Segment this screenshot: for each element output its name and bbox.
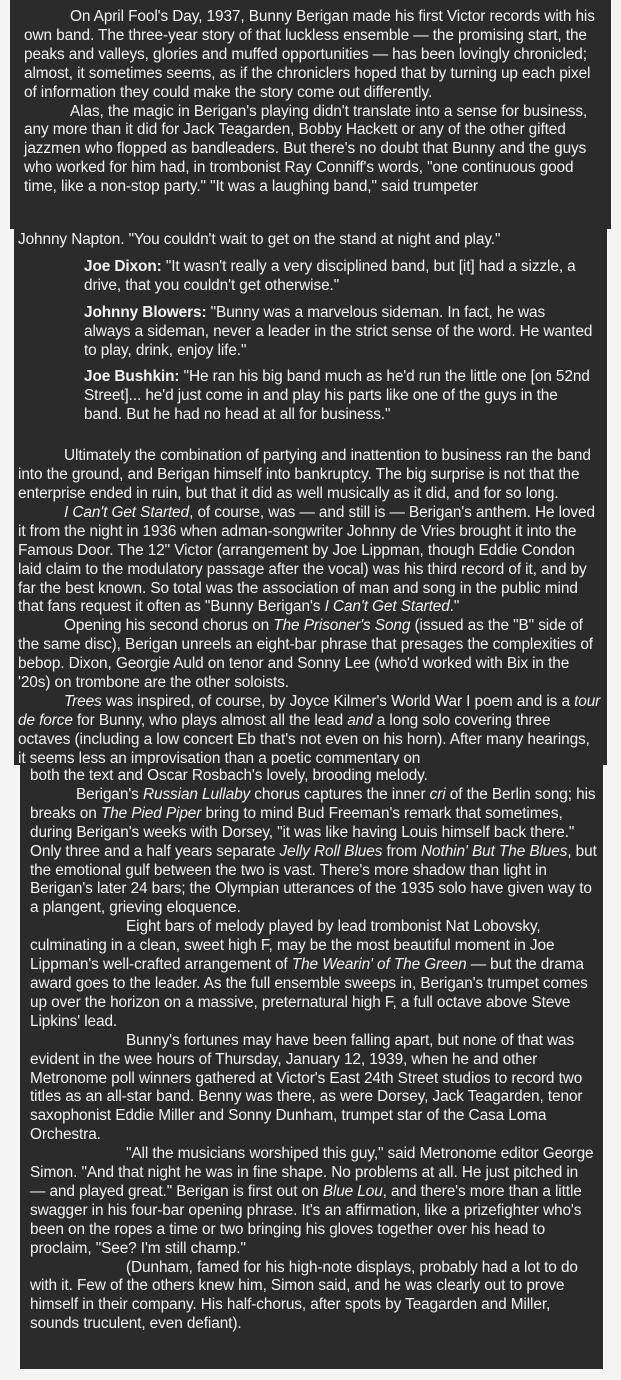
- quote-text: "He ran his big band much as he'd run the little one [on 52nd Street]... he'd just come in and play his parts like one of the guys in the band. But he had no head at all for business.": [84, 368, 590, 424]
- song-title: Nothin' But The Blues: [421, 842, 568, 860]
- song-title: Russian Lullaby: [142, 785, 251, 803]
- quote-blowers: [84, 304, 593, 361]
- paragraph: Trees was inspired, of course, by Joyce Kilmer's World War I poem and is a tour de force for Bunny, who plays almost all the lead and a long solo covering three octaves (including a low concert Eb that's not even on his horn). After many hearings, it seems less an improvisation than a poetic commentary on: [18, 692, 601, 765]
- quote-text: "It wasn't really a very disciplined band, but [it] had a sizzle, a drive, that you couldn't get otherwise.": [84, 257, 576, 294]
- quote-dixon: [84, 258, 593, 296]
- quote-bushkin: [84, 368, 593, 425]
- paragraph: Ultimately the combination of partying and inattention to business ran the band into the ground, and Berigan himself into bankruptcy. The big surprise is not that the enterprise ended in ruin, but that it did as well musically as it did, and for so long.: [18, 447, 591, 502]
- quote-speaker: Johnny Blowers:: [84, 303, 207, 321]
- article-strip-1: [10, 0, 611, 229]
- song-title: The Prisoner's Song: [273, 617, 411, 635]
- paragraph: Johnny Napton. "You couldn't wait to get on the stand at night and play.": [18, 231, 501, 248]
- paragraph: (Dunham, famed for his high-note displays, probably had a lot to do with it. Few of the others knew him, Simon said, and he was clearly out to prove himself in their company. His half-chorus, after spots by Teagarden and Miller, sounds truculent, even defiant).: [30, 1258, 578, 1333]
- song-title: I Can't Get Started: [324, 598, 450, 616]
- paragraph: I Can't Get Started, of course, was — and still is — Berigan's anthem. He loved it from the night in 1936 when adman-songwriter Johnny de Vries brought it into the Famous Door. The 12" Victor (arrangement by Joe Lippman, though Eddie Condon laid claim to the modulatory passage after the vocal) was his third record of it, and by far the best known. So total was the association of man and song in the public mind that fans request it often as "Bunny Berigan's I Can't Get Started.": [18, 503, 595, 616]
- article-strip-3: [20, 765, 603, 1369]
- song-title: I Can't Get Started: [64, 503, 190, 521]
- article-strip-2: [14, 229, 607, 765]
- song-title: Trees: [64, 692, 102, 710]
- song-title: Blue Lou: [322, 1182, 383, 1200]
- quote-speaker: Joe Dixon:: [84, 257, 162, 275]
- paragraph: On April Fool's Day, 1937, Bunny Berigan made his first Victor records with his own band. The three-year story of that luckless ensemble — the promising start, the peaks and valleys, glories and muffed opportunities — has been lovingly chronicled; almost, it sometimes seems, as if the chroniclers hoped that by turning up each pixel of information they could make the story come out differently.: [24, 8, 595, 101]
- song-title: Jelly Roll Blues: [279, 842, 383, 860]
- paragraph: Bunny's fortunes may have been falling apart, but none of that was evident in the wee hours of Thursday, January 12, 1939, when he and other Metronome poll winners gathered at Victor's East 24th Street studios to record two titles as an all-star band. Benny was there, as were Dorsey, Jack Teagarden, tenor saxophonist Eddie Miller and Sonny Dunham, trumpet star of the Casa Loma Orchestra.: [30, 1031, 583, 1144]
- paragraph: both the text and Oscar Rosbach's lovely, brooding melody.: [30, 767, 428, 784]
- quote-speaker: Joe Bushkin:: [84, 368, 180, 386]
- paragraph: Alas, the magic in Berigan's playing didn't translate into a sense for business, any more than it did for Jack Teagarden, Bobby Hackett or any of the other gifted jazzmen who flopped as bandleaders. But there's no doubt that Bunny and the guys who worked for him had, in trombonist Ray Conniff's words, "one continuous good time, like a non-stop party." "It was a laughing band," said trumpeter: [24, 102, 588, 196]
- song-title: The Wearin' of The Green: [291, 956, 467, 974]
- paragraph: Berigan's Russian Lullaby chorus captures the inner cri of the Berlin song; his breaks on The Pied Piper bring to mind Bud Freeman's remark that sometimes, during Berigan's weeks with Dorsey, "it was like having Louis himself back there." Only three and a half years separate Jelly Roll Blues from Nothin' But The Blues, but the emotional gulf between the two is vast. There's more shadow than light in Berigan's later 24 bars; the Olympian utterances of the 1935 solo have given way to a plangent, grieving eloquence.: [30, 785, 597, 917]
- paragraph: "All the musicians worshiped this guy," said Metronome editor George Simon. "And that night he was in fine shape. No problems at all. He just pitched in — and played great." Berigan is first out on Blue Lou, and there's more than a little swagger in his four-bar opening phrase. It's an affirmation, like a prizefighter who's been on the ropes a time or two bringing his gloves together over his head to proclaim, "See? I'm still champ.": [30, 1145, 594, 1257]
- paragraph: Eight bars of melody played by lead trombonist Nat Lobovsky, culminating in a clean, sweet high F, may be the most beautiful moment in Joe Lippman's well-crafted arrangement of The Wearin' of The Green — but the drama award goes to the leader. As the full ensemble sweeps in, Berigan's trumpet comes up over the horizon on a massive, preternatural high F, a full octave above Steve Lipkins' lead.: [30, 918, 588, 1030]
- quote-text: "Bunny was a marvelous sideman. In fact, he was always a sideman, never a leader in the strict sense of the word. He wanted to play, drink, enjoy life.": [84, 303, 593, 359]
- paragraph: Opening his second chorus on The Prisoner's Song (issued as the "B" side of the same disc), Berigan unreels an eight-bar phrase that presages the complexities of bebop. Dixon, Georgie Auld on tenor and Sonny Lee (who'd worked with Bix in the '20s) on trombone are the other soloists.: [18, 617, 593, 692]
- song-title: The Pied Piper: [100, 804, 202, 822]
